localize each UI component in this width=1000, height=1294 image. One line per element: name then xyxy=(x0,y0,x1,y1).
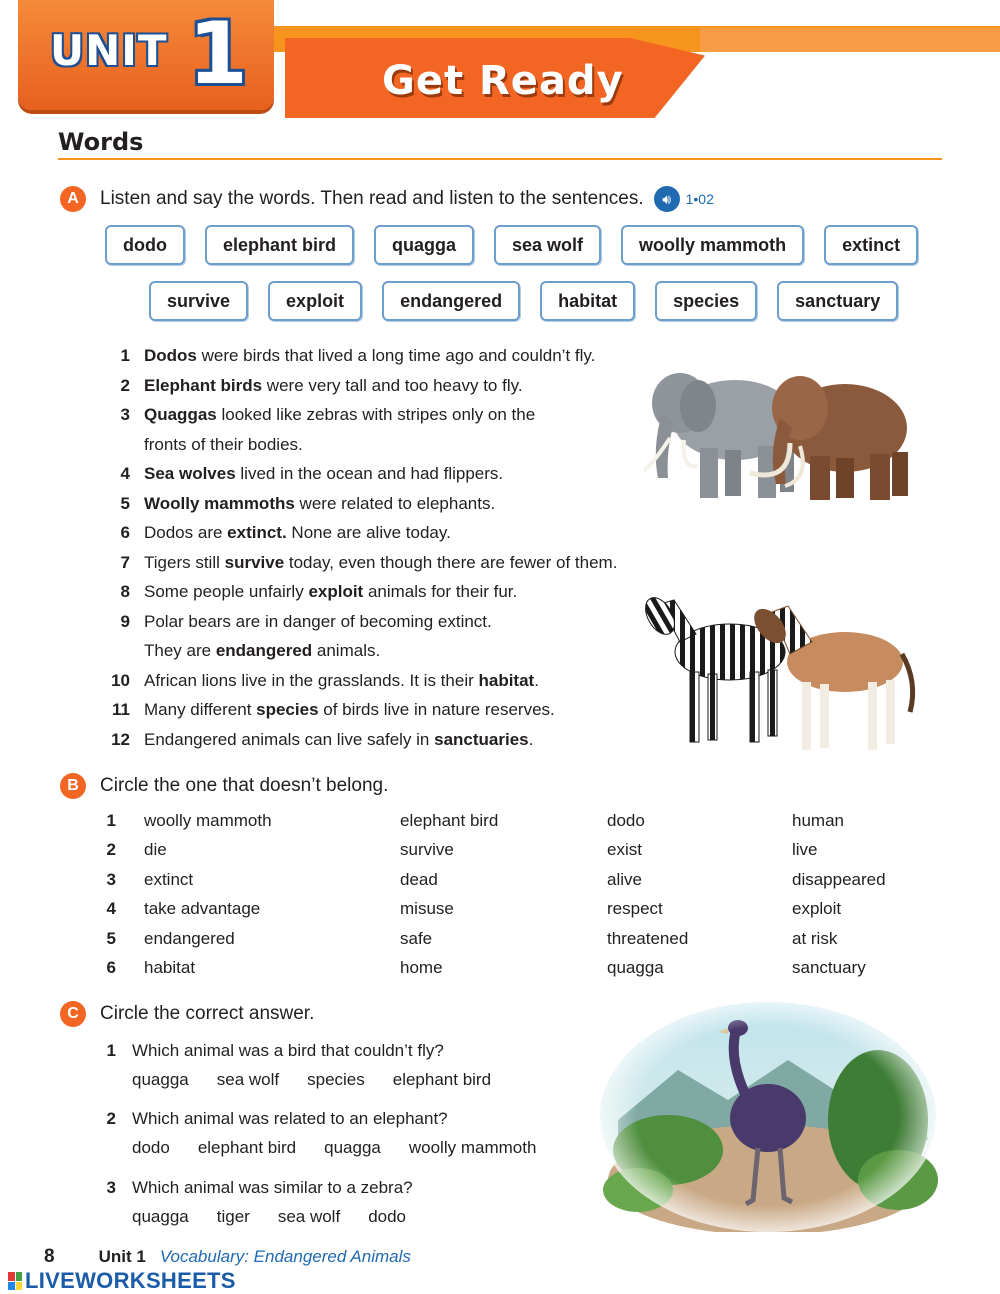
sentence-pre: African lions live in the grasslands. It is their xyxy=(144,670,479,690)
answer-options xyxy=(100,1133,564,1162)
sentence-post: animals. xyxy=(312,641,381,660)
answer-option[interactable]: tiger xyxy=(216,1206,250,1226)
section-title: Words xyxy=(58,128,144,156)
answer-options xyxy=(100,1065,519,1094)
sentence-post: were birds that lived a long time ago and couldn’t fly. xyxy=(196,346,596,365)
sentence-pre: Dodos are xyxy=(144,523,228,542)
word-chip-extinct[interactable]: extinct xyxy=(824,225,918,265)
sentence-text xyxy=(144,666,539,696)
option-word[interactable]: disappeared xyxy=(792,869,886,889)
question-number: 2 xyxy=(106,1108,116,1128)
sentence-text xyxy=(144,430,303,460)
sentence-line xyxy=(100,459,670,489)
question-number: 3 xyxy=(106,1177,116,1197)
sentence-keyword: Elephant birds xyxy=(144,375,263,395)
answer-option[interactable]: elephant bird xyxy=(197,1137,297,1157)
brand-name: LIVEWORKSHEETS xyxy=(25,1268,236,1293)
audio-icon[interactable]: 🔊︎ xyxy=(654,186,680,212)
sentence-number: 10 xyxy=(111,670,130,690)
banner-stripe-light xyxy=(700,28,1000,52)
sentence-number: 8 xyxy=(120,582,130,601)
sentence-pre: Many different xyxy=(144,700,257,719)
question-text: Which animal was related to an elephant? xyxy=(132,1108,448,1128)
word-chip-endangered[interactable]: endangered xyxy=(382,281,520,321)
sentence-text xyxy=(144,577,517,607)
odd-one-out-row xyxy=(100,895,942,925)
liveworksheets-logo-icon xyxy=(8,1272,22,1290)
sentence-line xyxy=(100,725,670,755)
answer-option[interactable]: quagga xyxy=(132,1069,189,1089)
sentence-list xyxy=(100,341,670,754)
word-chip-woolly-mammoth[interactable]: woolly mammoth xyxy=(621,225,804,265)
sentence-line xyxy=(100,400,670,430)
word-chip-sea-wolf[interactable]: sea wolf xyxy=(494,225,601,265)
elephant-mammoth-illustration xyxy=(640,358,920,508)
option-word[interactable]: misuse xyxy=(400,899,454,919)
question-text: Which animal was similar to a zebra? xyxy=(132,1177,413,1197)
sentence-line xyxy=(100,636,670,666)
option-word[interactable]: exploit xyxy=(792,899,842,919)
word-chip-sanctuary[interactable]: sanctuary xyxy=(777,281,898,321)
sentence-text xyxy=(144,400,535,430)
option-word[interactable]: at risk xyxy=(792,928,838,948)
page-footer xyxy=(44,1246,411,1268)
option-word[interactable]: die xyxy=(144,840,167,860)
sentence-keyword: Dodos xyxy=(144,346,197,365)
question-number: 1 xyxy=(106,1040,116,1060)
sentence-keyword: sanctuaries xyxy=(434,729,529,749)
page-number: 8 xyxy=(44,1246,55,1267)
sentence-number: 6 xyxy=(120,523,130,542)
sentence-pre: Tigers still xyxy=(144,552,225,572)
answer-option[interactable]: quagga xyxy=(132,1206,189,1226)
sentence-keyword: endangered xyxy=(215,641,313,660)
row-number: 1 xyxy=(106,810,116,830)
sentence-keyword: Sea wolves xyxy=(144,464,236,483)
sentence-keyword: species xyxy=(256,700,319,719)
odd-one-out-row xyxy=(100,836,942,866)
option-word[interactable]: exist xyxy=(607,840,642,860)
sentence-number xyxy=(100,636,130,666)
sentence-number xyxy=(100,430,130,460)
question-block xyxy=(100,1173,434,1231)
row-number: 4 xyxy=(106,899,116,919)
word-bank-row-1 xyxy=(105,225,938,265)
sentence-text xyxy=(144,371,523,401)
sentence-number: 5 xyxy=(120,493,130,513)
odd-one-out-table xyxy=(100,806,942,983)
option-word[interactable]: live xyxy=(792,840,818,860)
sentence-line xyxy=(100,341,670,371)
sentence-post: . xyxy=(528,729,534,749)
question-line xyxy=(100,1036,519,1065)
sentence-line xyxy=(100,607,670,637)
sentence-number: 4 xyxy=(120,464,130,483)
option-word[interactable]: take advantage xyxy=(144,899,261,919)
unit-label: UNIT xyxy=(50,26,168,75)
sentence-line xyxy=(100,548,670,578)
sentence-line xyxy=(100,489,670,519)
sentence-text xyxy=(144,518,451,548)
sentence-post: looked like zebras with stripes only on the xyxy=(216,405,536,424)
sentence-line xyxy=(100,577,670,607)
answer-option[interactable]: sea wolf xyxy=(216,1069,280,1089)
footer-unit: Unit 1 xyxy=(98,1247,146,1266)
option-word[interactable]: safe xyxy=(400,928,433,948)
word-chip-habitat[interactable]: habitat xyxy=(540,281,635,321)
sentence-line xyxy=(100,430,670,460)
sentence-pre: fronts of their bodies. xyxy=(144,434,303,454)
sentence-pre: Some people unfairly xyxy=(144,582,309,601)
footer-topic: Vocabulary: Endangered Animals xyxy=(159,1247,411,1266)
answer-option[interactable]: species xyxy=(307,1069,365,1089)
audio-track-number: 1•02 xyxy=(685,191,714,207)
question-block xyxy=(100,1104,564,1162)
option-word[interactable]: sanctuary xyxy=(792,958,866,978)
sentence-post: were related to elephants. xyxy=(294,493,496,513)
answer-option[interactable]: quagga xyxy=(324,1137,381,1157)
sentence-keyword: survive xyxy=(224,552,285,572)
option-word[interactable]: human xyxy=(792,810,844,830)
odd-one-out-row xyxy=(100,924,942,954)
option-word[interactable]: survive xyxy=(400,840,454,860)
sentence-number: 11 xyxy=(112,700,130,719)
question-block xyxy=(100,1036,519,1094)
sentence-keyword: habitat xyxy=(478,670,535,690)
sentence-post: animals for their fur. xyxy=(363,582,518,601)
sentence-post: were very tall and too heavy to fly. xyxy=(262,375,523,395)
word-chip-elephant-bird[interactable]: elephant bird xyxy=(205,225,354,265)
word-chip-quagga[interactable]: quagga xyxy=(374,225,474,265)
sentence-number: 2 xyxy=(120,375,130,395)
option-word[interactable]: endangered xyxy=(144,928,235,948)
answer-option[interactable]: elephant bird xyxy=(392,1069,492,1089)
elephant-figure xyxy=(644,373,797,498)
question-line xyxy=(100,1104,564,1133)
option-word[interactable]: threatened xyxy=(607,928,689,948)
option-word[interactable]: elephant bird xyxy=(400,810,499,830)
option-word[interactable]: habitat xyxy=(144,958,196,978)
sentence-text xyxy=(144,636,380,666)
section-b-heading xyxy=(60,773,388,799)
row-number: 3 xyxy=(106,869,116,889)
sentence-text xyxy=(144,725,533,755)
section-b-badge: B xyxy=(60,773,86,799)
option-word[interactable]: woolly mammoth xyxy=(144,810,272,830)
option-word[interactable]: dead xyxy=(400,869,438,889)
sentence-pre: They are xyxy=(144,641,216,660)
section-a-heading xyxy=(60,186,714,212)
sentence-line xyxy=(100,371,670,401)
sentence-text xyxy=(144,607,492,637)
unit-banner xyxy=(0,0,1000,120)
odd-one-out-row xyxy=(100,806,942,836)
section-divider xyxy=(58,158,942,160)
question-line xyxy=(100,1173,434,1202)
sentence-keyword: exploit xyxy=(308,582,364,601)
sentence-text xyxy=(144,548,617,578)
option-word[interactable]: quagga xyxy=(607,958,664,978)
option-word[interactable]: extinct xyxy=(144,869,194,889)
option-word[interactable]: home xyxy=(400,958,443,978)
sentence-post: . xyxy=(534,670,539,690)
elephant-bird-illustration xyxy=(598,1000,938,1232)
row-number: 6 xyxy=(106,958,116,978)
question-text: Which animal was a bird that couldn’t fly? xyxy=(132,1040,444,1060)
odd-one-out-row xyxy=(100,865,942,895)
sentence-number: 1 xyxy=(120,346,130,365)
word-chip-species[interactable]: species xyxy=(655,281,757,321)
sentence-text xyxy=(144,489,495,519)
unit-number: 1 xyxy=(188,4,248,104)
sentence-keyword: Woolly mammoths xyxy=(144,493,295,513)
answer-options xyxy=(100,1202,434,1231)
sentence-line xyxy=(100,518,670,548)
sentence-text xyxy=(144,695,555,725)
sentence-keyword: Quaggas xyxy=(144,405,217,424)
zebra-quagga-illustration xyxy=(640,582,930,762)
section-a-badge: A xyxy=(60,186,86,212)
sentence-pre: Polar bears are in danger of becoming extinct. xyxy=(144,611,492,631)
sentence-post: None are alive today. xyxy=(286,523,451,542)
sentence-line xyxy=(100,695,670,725)
row-number: 5 xyxy=(106,928,116,948)
option-word[interactable]: respect xyxy=(607,899,663,919)
option-word[interactable]: dodo xyxy=(607,810,645,830)
section-c-instruction: Circle the correct answer. xyxy=(100,1003,315,1024)
word-chip-exploit[interactable]: exploit xyxy=(268,281,362,321)
sentence-text xyxy=(144,459,503,489)
word-chip-survive[interactable]: survive xyxy=(149,281,248,321)
sentence-post: today, even though there are fewer of them. xyxy=(284,552,618,572)
sentence-keyword: extinct. xyxy=(227,523,287,542)
section-c-badge: C xyxy=(60,1001,86,1027)
sentence-number: 12 xyxy=(111,729,130,749)
liveworksheets-brand[interactable] xyxy=(8,1268,236,1294)
sentence-post: of birds live in nature reserves. xyxy=(318,700,555,719)
sentence-post: lived in the ocean and had flippers. xyxy=(235,464,504,483)
odd-one-out-row xyxy=(100,954,942,984)
row-number: 2 xyxy=(106,840,116,860)
sentence-number: 7 xyxy=(120,552,130,572)
sentence-pre: Endangered animals can live safely in xyxy=(144,729,435,749)
word-bank-row-2 xyxy=(149,281,918,321)
sentence-number: 9 xyxy=(120,611,130,631)
answer-option[interactable]: dodo xyxy=(132,1137,170,1157)
sentence-number: 3 xyxy=(120,405,130,424)
option-word[interactable]: alive xyxy=(607,869,642,889)
word-chip-dodo[interactable]: dodo xyxy=(105,225,185,265)
sentence-line xyxy=(100,666,670,696)
answer-option[interactable]: woolly mammoth xyxy=(408,1137,537,1157)
section-c-heading xyxy=(60,1001,314,1027)
sentence-text xyxy=(144,341,595,371)
page-title: Get Ready xyxy=(382,58,624,104)
section-b-instruction: Circle the one that doesn’t belong. xyxy=(100,775,389,796)
answer-option[interactable]: dodo xyxy=(368,1206,407,1226)
answer-option[interactable]: sea wolf xyxy=(277,1206,341,1226)
audio-track[interactable] xyxy=(654,186,714,212)
section-a-instruction: Listen and say the words. Then read and listen to the sentences. xyxy=(100,188,644,209)
